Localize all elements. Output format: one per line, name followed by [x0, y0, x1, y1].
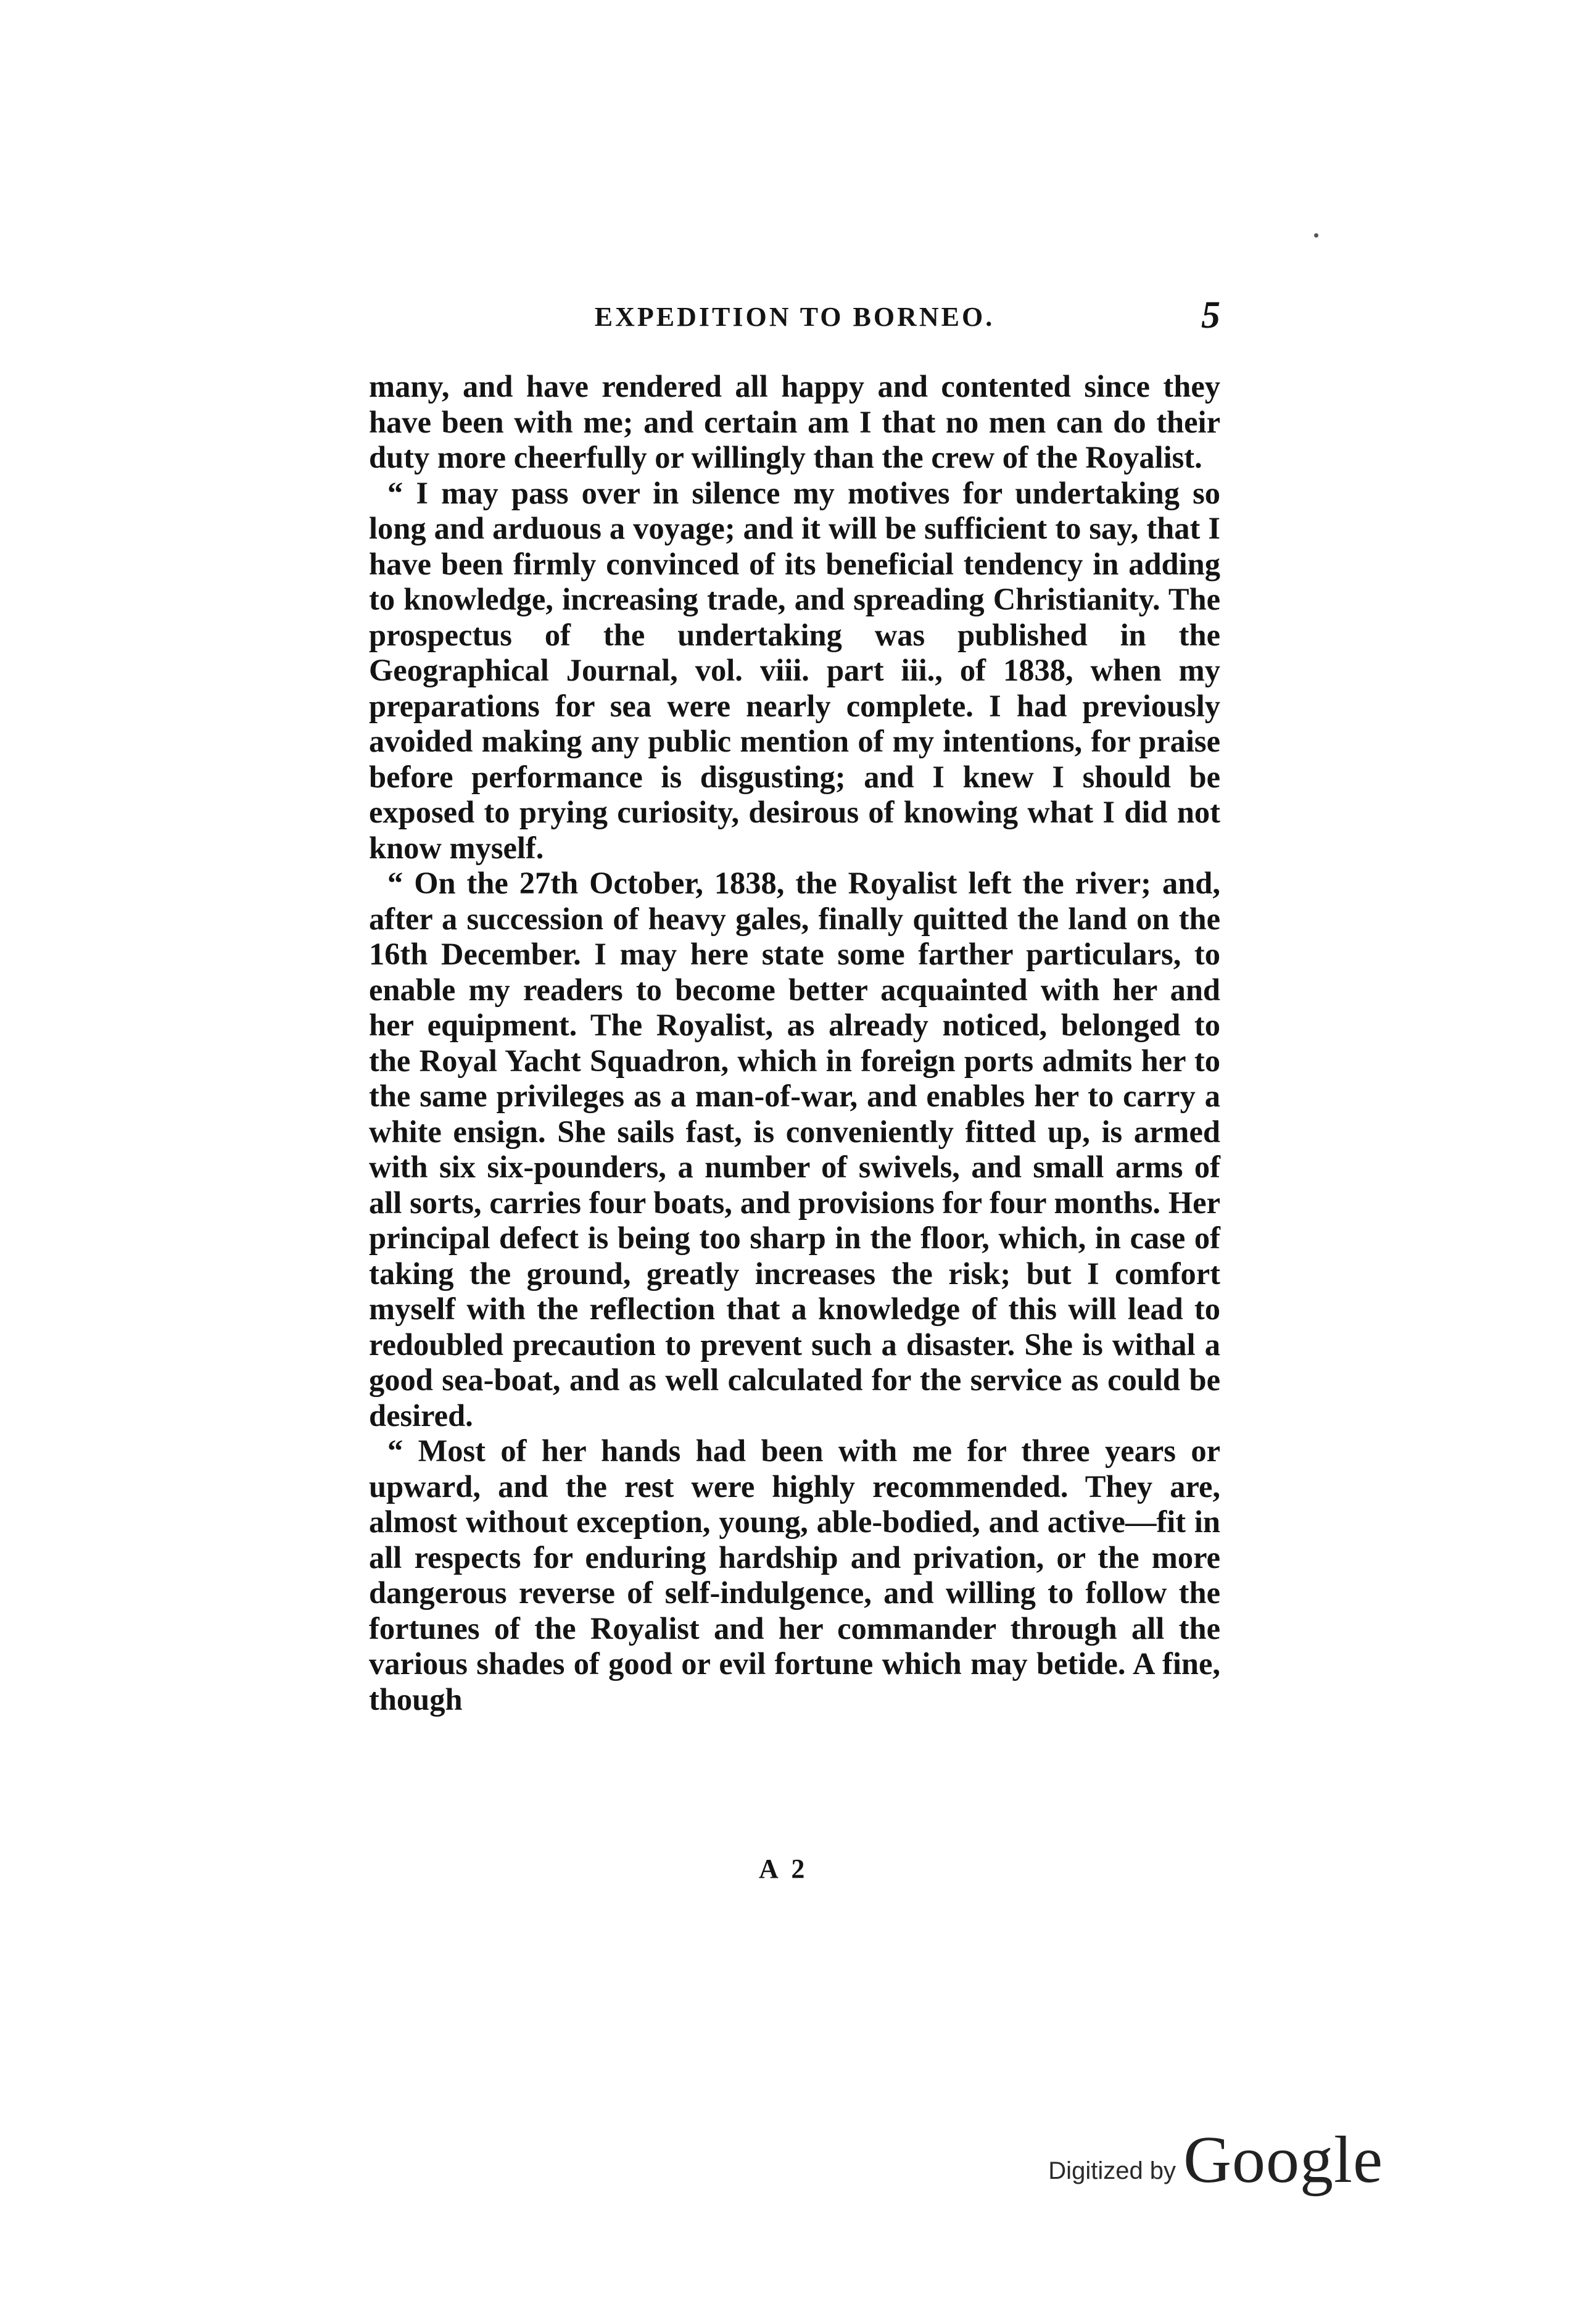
running-title: EXPEDITION TO BORNEO. — [594, 302, 995, 332]
paragraph: “ Most of her hands had been with me for three years or upward, and the rest were highly recommended. They are, almost without exception, young, able-bodied, and active—fit in all respects for enduring hardship and privation, or the more dangerous reverse of self-indulgence, and willing to follow the fortunes of the Royalist and her commander through all the various shades of good or evil fortune which may betide. A fine, though — [369, 1433, 1220, 1717]
running-header — [369, 296, 1220, 346]
digitized-by-google-watermark — [1048, 2123, 1383, 2197]
body-text — [369, 369, 1220, 1717]
digitized-label: Digitized by — [1048, 2157, 1176, 2184]
paragraph: “ On the 27th October, 1838, the Royalist left the river; and, after a succession of heavy gales, finally quitted the land on the 16th December. I may here state some farther particulars, to enable my readers to become better acquainted with her and her equipment. The Royalist, as already noticed, belonged to the Royal Yacht Squadron, which in foreign ports admits her to the same privileges as a man-of-war, and enables her to carry a white ensign. She sails fast, is conveniently fitted up, is armed with six six-pounders, a number of swivels, and small arms of all sorts, carries four boats, and provisions for four months. Her principal defect is being too sharp in the floor, which, in case of taking the ground, greatly increases the risk; but I comfort myself with the reflection that a knowledge of this will lead to redoubled precaution to prevent such a disaster. She is withal a good sea-boat, and as well calculated for the service as could be desired. — [369, 866, 1220, 1433]
signature-mark: A 2 — [759, 1854, 809, 1884]
google-logo: Google — [1183, 2123, 1383, 2197]
page-number: 5 — [1201, 294, 1220, 336]
paragraph: “ I may pass over in silence my motives for undertaking so long and arduous a voyage; and it will be sufficient to say, that I have been firmly convinced of its beneficial tendency in adding to knowledge, increasing trade, and spreading Christianity. The prospectus of the undertaking was published in the Geographical Journal, vol. viii. part iii., of 1838, when my preparations for sea were nearly complete. I had previously avoided making any public mention of my intentions, for praise before performance is disgusting; and I knew I should be exposed to prying curiosity, desirous of knowing what I did not know myself. — [369, 475, 1220, 865]
speck-mark — [1314, 233, 1318, 238]
paragraph: many, and have rendered all happy and contented since they have been with me; and certain am I that no men can do their duty more cheerfully or willingly than the crew of the Royalist. — [369, 369, 1220, 475]
